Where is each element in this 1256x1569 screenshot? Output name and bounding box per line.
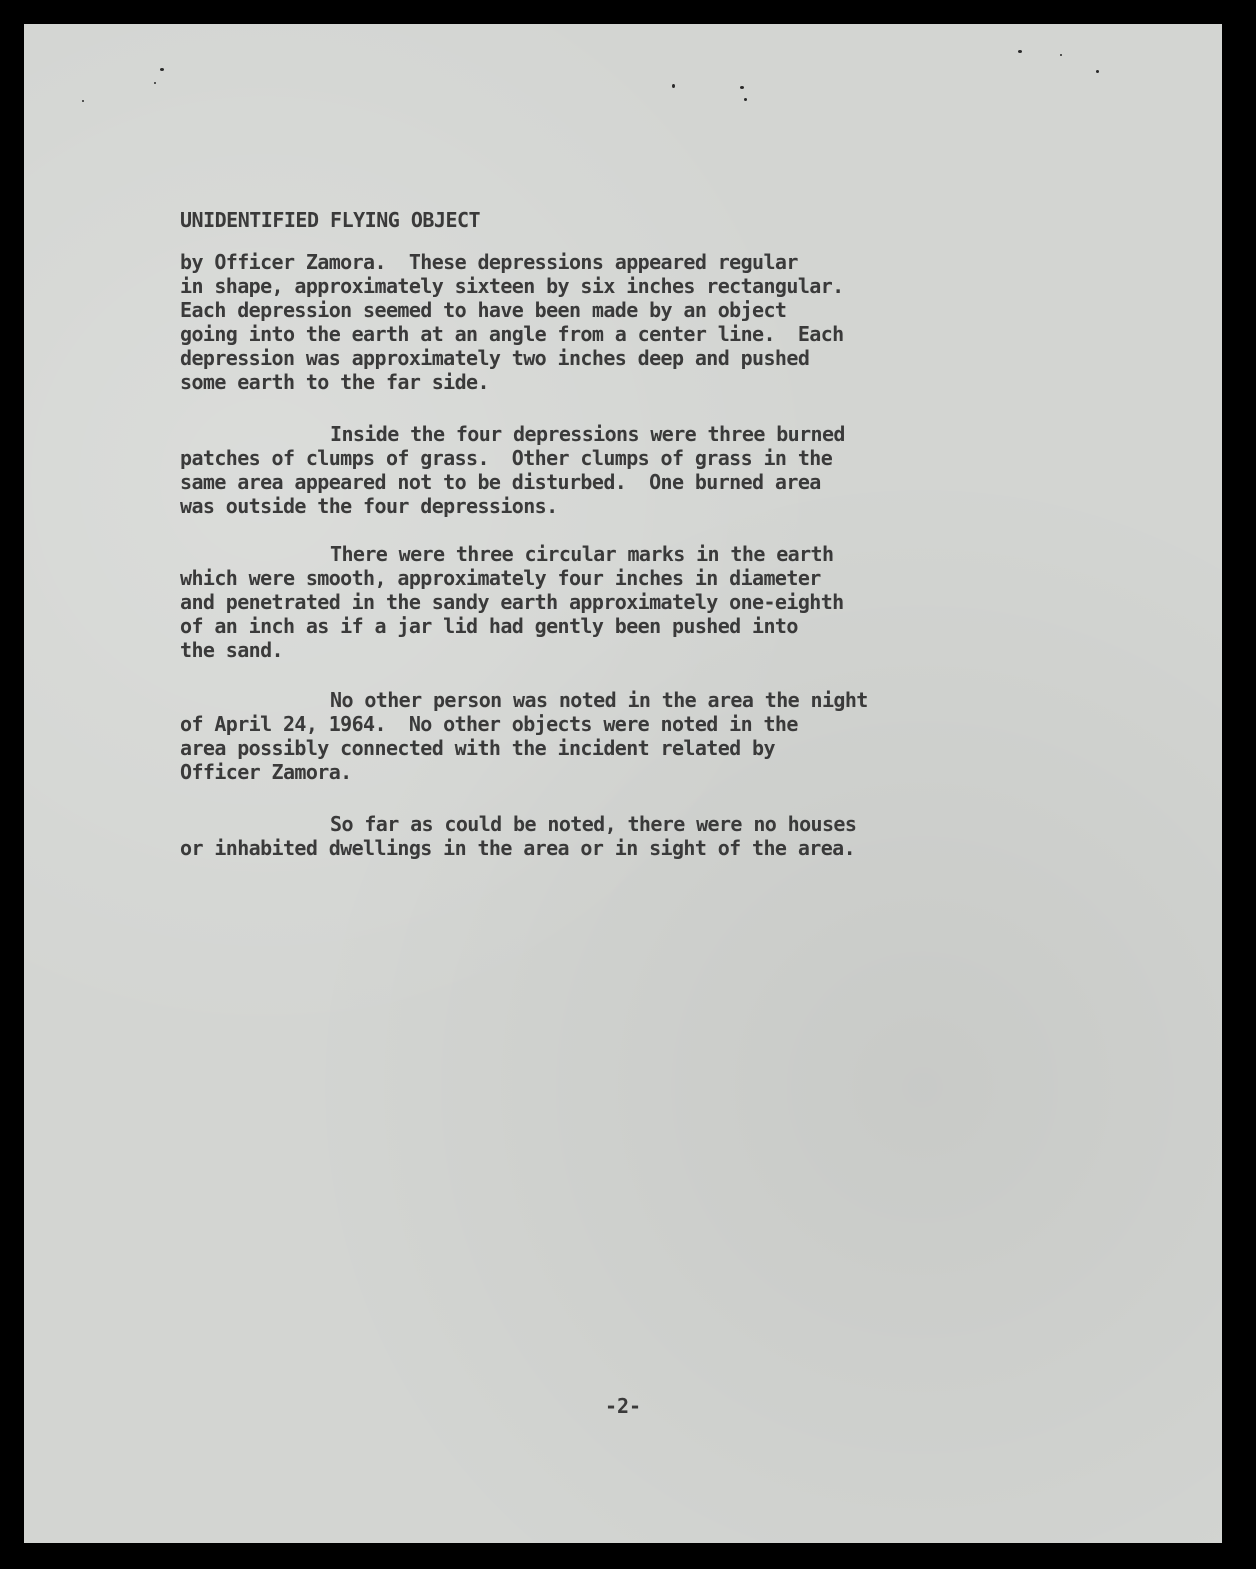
text-line: of April 24, 1964. No other objects were noted in the [180, 712, 798, 736]
document-page [24, 24, 1222, 1543]
text-line: by Officer Zamora. These depressions appeared regular [180, 250, 798, 274]
text-line: was outside the four depressions. [180, 494, 558, 518]
text-line: and penetrated in the sandy earth approximately one-eighth [180, 590, 844, 614]
text-line: in shape, approximately sixteen by six inches rectangular. [180, 274, 844, 298]
page-number: -2- [604, 1394, 642, 1418]
paragraph-circular-marks [180, 542, 844, 662]
text-line: the sand. [180, 638, 283, 662]
text-line: patches of clumps of grass. Other clumps of grass in the [180, 446, 833, 470]
text-line: or inhabited dwellings in the area or in sight of the area. [180, 836, 856, 860]
paragraph-no-other-person [180, 688, 868, 784]
paragraph-no-houses [180, 812, 856, 860]
text-line: going into the earth at an angle from a center line. Each [180, 322, 844, 346]
text-line: same area appeared not to be disturbed. One burned area [180, 470, 821, 494]
document-heading: UNIDENTIFIED FLYING OBJECT [180, 208, 481, 232]
text-line: Inside the four depressions were three burned [330, 422, 845, 446]
text-line: depression was approximately two inches deep and pushed [180, 346, 810, 370]
text-line: Officer Zamora. [180, 760, 352, 784]
text-line: which were smooth, approximately four inches in diameter [180, 566, 821, 590]
paragraph-burned-patches [180, 422, 845, 518]
text-line: some earth to the far side. [180, 370, 489, 394]
text-line: No other person was noted in the area the night [330, 688, 868, 712]
text-line: area possibly connected with the incident related by [180, 736, 775, 760]
paragraph-depressions [180, 250, 844, 394]
text-line: Each depression seemed to have been made by an object [180, 298, 787, 322]
text-line: So far as could be noted, there were no houses [330, 812, 857, 836]
text-line: There were three circular marks in the earth [330, 542, 834, 566]
text-line: of an inch as if a jar lid had gently been pushed into [180, 614, 798, 638]
